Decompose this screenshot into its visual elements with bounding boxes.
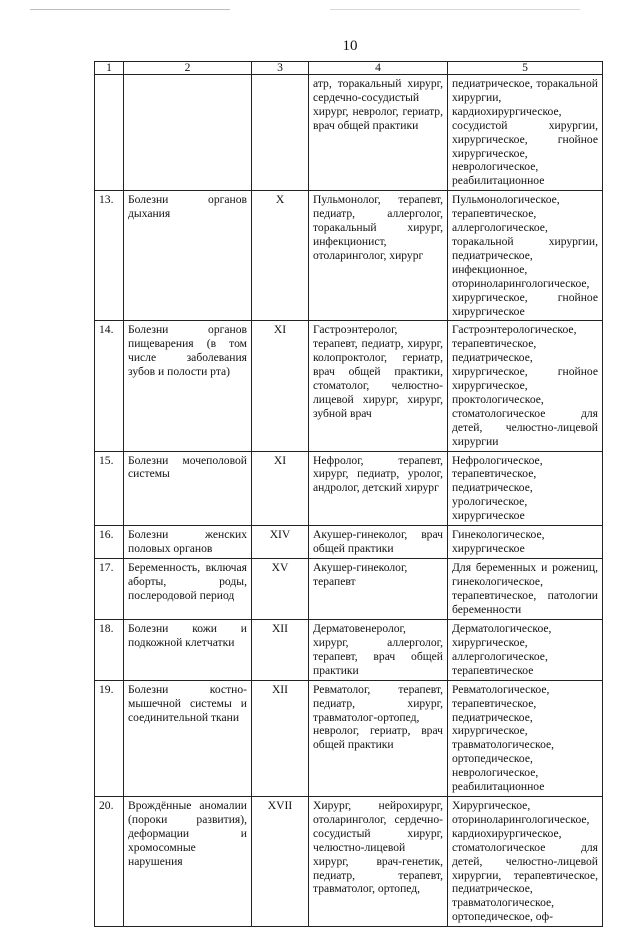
- icd-class: XII: [252, 680, 309, 796]
- table-header-row: [95, 62, 603, 75]
- bed-profiles-cell: Пульмонологическое, терапевтическое, аллергологическое, торакальной хирургии, педиатрическое, инфекционное, оториноларингологическое, хирургическое, гнойное хирургическое: [448, 191, 603, 321]
- disease-class-name: Болезни мочеполовой системы: [124, 451, 252, 526]
- column-header: 4: [309, 62, 448, 75]
- column-header: 2: [124, 62, 252, 75]
- bed-profiles-cell: Ревматологическое, терапевтическое, педиатрическое, хирургическое, травматологическое, ортопедическое, неврологическое, реабилитационное: [448, 680, 603, 796]
- disease-class-name: Болезни органов дыхания: [124, 191, 252, 321]
- icd-class: XIV: [252, 526, 309, 559]
- row-number: 18.: [95, 620, 124, 681]
- table-row: [95, 451, 603, 526]
- row-number: 17.: [95, 559, 124, 620]
- table-row: [95, 526, 603, 559]
- specialists-cell: Гастроэнтеролог, терапевт, педиатр, хирург, колопроктолог, гериатр, врач общей практики, стоматолог, челюстно-лицевой хирург, хирург, зубной врач: [309, 321, 448, 451]
- disease-class-name: Врождённые аномалии (пороки развития), деформации и хромосомные нарушения: [124, 796, 252, 926]
- icd-class: XI: [252, 451, 309, 526]
- disease-class-name: Беременность, включая аборты, роды, послеродовой период: [124, 559, 252, 620]
- specialists-cell: Нефролог, терапевт, хирург, педиатр, уролог, андролог, детский хирург: [309, 451, 448, 526]
- icd-class: XV: [252, 559, 309, 620]
- specialists-cell: Хирург, нейрохирург, отоларинголог, сердечно-сосудистый хирург, челюстно-лицевой хирург, врач-генетик, педиатр, терапевт, травматолог, ортопед,: [309, 796, 448, 926]
- row-number: 15.: [95, 451, 124, 526]
- disease-class-name: Болезни органов пищеварения (в том числе заболевания зубов и полости рта): [124, 321, 252, 451]
- specialists-cell: Дерматовенеролог, хирург, аллерголог, терапевт, врач общей практики: [309, 620, 448, 681]
- table-row: [95, 620, 603, 681]
- scan-artifact-top: [30, 9, 230, 10]
- bed-profiles-cell: Гинекологическое, хирургическое: [448, 526, 603, 559]
- bed-profiles-cell: Для беременных и рожениц, гинекологическое, терапевтическое, патологии беременности: [448, 559, 603, 620]
- bed-profiles-cell: Гастроэнтерологическое, терапевтическое, педиатрическое, хирургическое, гнойное хирургическое, проктологическое, стоматологическое для детей, челюстно-лицевой хирургии: [448, 321, 603, 451]
- row-number: [95, 75, 124, 191]
- column-header: 3: [252, 62, 309, 75]
- row-number: 13.: [95, 191, 124, 321]
- table-row: [95, 75, 603, 191]
- disease-class-name: [124, 75, 252, 191]
- bed-profiles-cell: педиатрическое, торакальной хирургии, кардиохирургическое, сосудистой хирургии, хирургическое, гнойное хирургическое, неврологическое, реабилитационное: [448, 75, 603, 191]
- diseases-table: [94, 61, 603, 927]
- specialists-cell: Акушер-гинеколог, терапевт: [309, 559, 448, 620]
- bed-profiles-cell: Хирургическое, оториноларингологическое, кардиохирургическое, стоматологическое для детей, челюстно-лицевой хирургии, терапевтическое, педиатрическое, травматологическое, ортопедическое, оф-: [448, 796, 603, 926]
- bed-profiles-cell: Дерматологическое, хирургическое, аллергологическое, терапевтическое: [448, 620, 603, 681]
- table-row: [95, 680, 603, 796]
- specialists-cell: атр, торакальный хирург, сердечно-сосудистый хирург, невролог, гериатр, врач общей практики: [309, 75, 448, 191]
- row-number: 19.: [95, 680, 124, 796]
- specialists-cell: Акушер-гинеколог, врач общей практики: [309, 526, 448, 559]
- table-row: [95, 191, 603, 321]
- icd-class: XI: [252, 321, 309, 451]
- row-number: 20.: [95, 796, 124, 926]
- disease-class-name: Болезни женских половых органов: [124, 526, 252, 559]
- column-header: 1: [95, 62, 124, 75]
- disease-class-name: Болезни костно-мышечной системы и соединительной ткани: [124, 680, 252, 796]
- scan-artifact-top: [330, 9, 580, 10]
- table-row: [95, 321, 603, 451]
- table-row: [95, 796, 603, 926]
- disease-class-name: Болезни кожи и подкожной клетчатки: [124, 620, 252, 681]
- icd-class: XVII: [252, 796, 309, 926]
- column-header: 5: [448, 62, 603, 75]
- table-row: [95, 559, 603, 620]
- icd-class: XII: [252, 620, 309, 681]
- page-number: 10: [342, 38, 358, 54]
- icd-class: X: [252, 191, 309, 321]
- icd-class: [252, 75, 309, 191]
- specialists-cell: Пульмонолог, терапевт, педиатр, аллерголог, торакальный хирург, инфекционист, отоларинголог, хирург: [309, 191, 448, 321]
- specialists-cell: Ревматолог, терапевт, педиатр, хирург, травматолог-ортопед, невролог, гериатр, врач общей практики: [309, 680, 448, 796]
- row-number: 14.: [95, 321, 124, 451]
- row-number: 16.: [95, 526, 124, 559]
- bed-profiles-cell: Нефрологическое, терапевтическое, педиатрическое, урологическое, хирургическое: [448, 451, 603, 526]
